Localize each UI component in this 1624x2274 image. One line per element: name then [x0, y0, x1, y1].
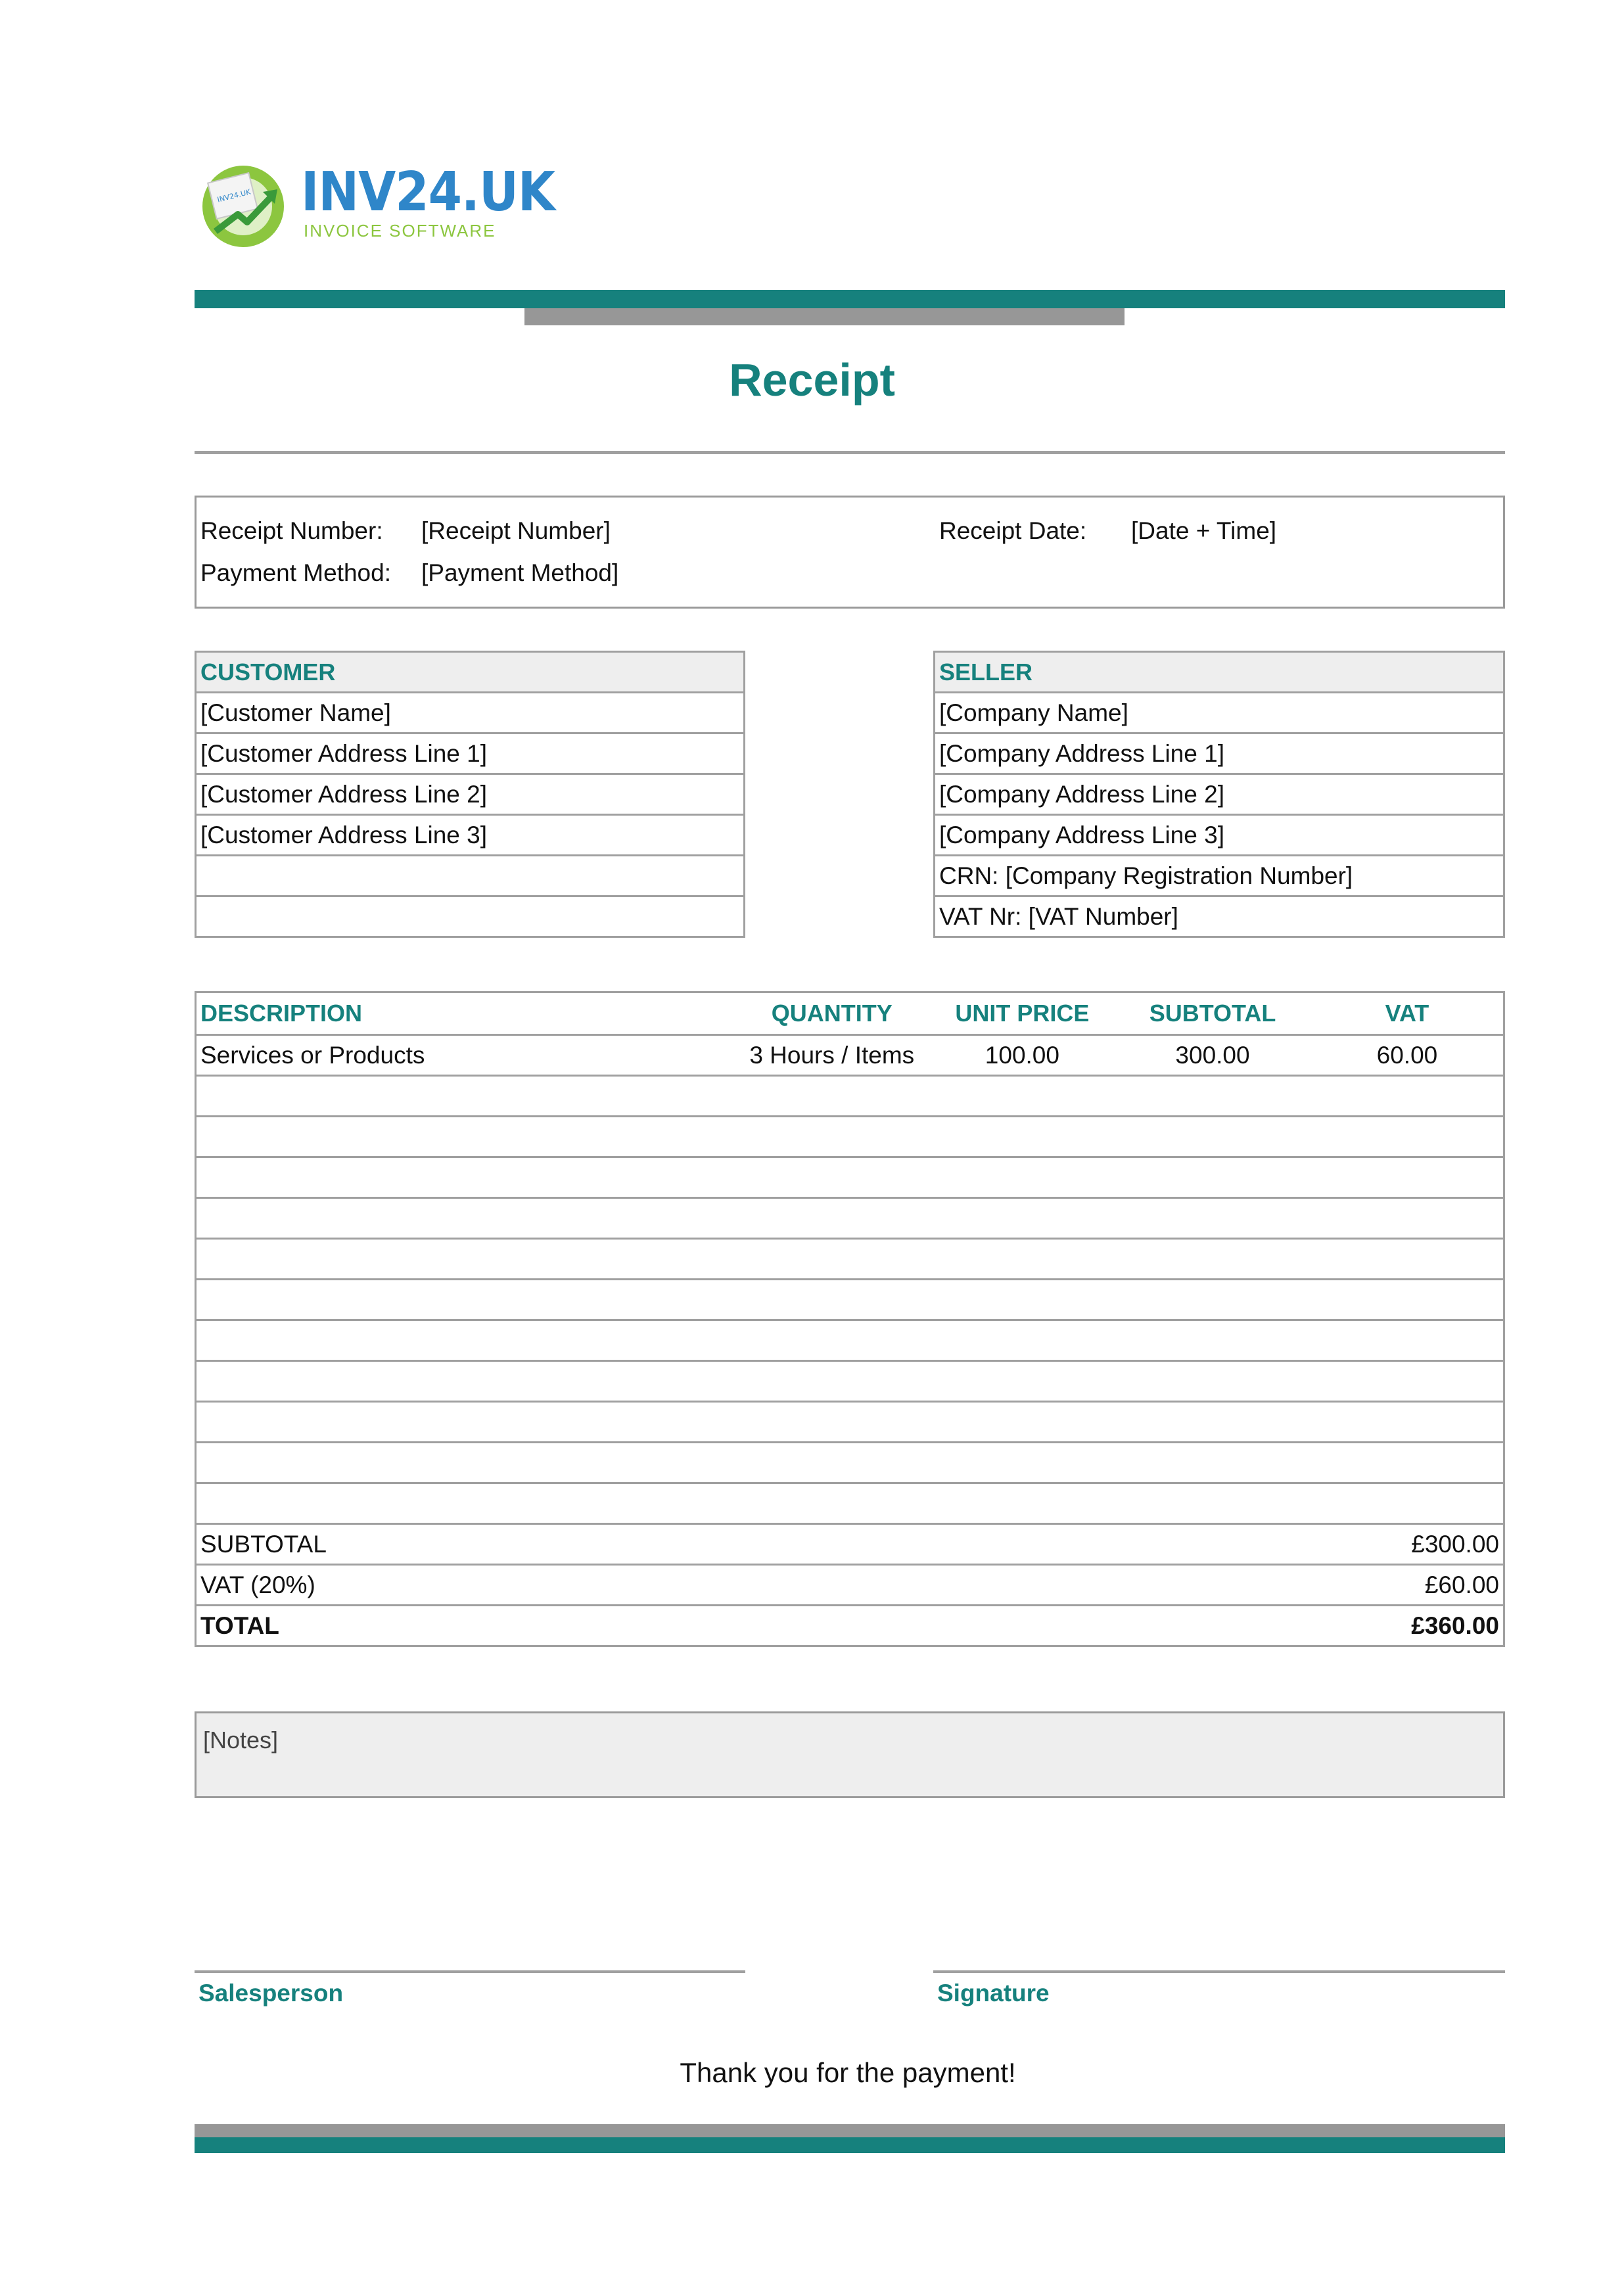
subtotal-label: SUBTOTAL [196, 1524, 1311, 1565]
total-label: TOTAL [196, 1606, 1311, 1646]
logo-tagline: INVOICE SOFTWARE [304, 221, 496, 241]
table-row-empty [196, 1198, 1504, 1239]
table-row-empty [196, 1483, 1504, 1524]
salesperson-label: Salesperson [198, 1980, 344, 2007]
customer-line: [Customer Address Line 1] [196, 733, 745, 774]
customer-line [196, 856, 745, 896]
table-row-empty [196, 1157, 1504, 1198]
seller-line: VAT Nr: [VAT Number] [935, 896, 1504, 937]
receipt-number-value: [Receipt Number] [421, 517, 611, 544]
footer-teal-bar [195, 2137, 1505, 2153]
receipt-date-value: [Date + Time] [1131, 517, 1277, 544]
table-row-empty [196, 1076, 1504, 1117]
customer-table [195, 651, 745, 938]
seller-line: [Company Address Line 2] [935, 774, 1504, 815]
header-teal-bar [195, 290, 1505, 308]
customer-line [196, 896, 745, 937]
footer-grey-bar [195, 2124, 1505, 2137]
notes-box [195, 1711, 1505, 1798]
customer-line: [Customer Name] [196, 693, 745, 733]
vat-value: £60.00 [1311, 1565, 1504, 1606]
col-subtotal: SUBTOTAL [1114, 992, 1311, 1035]
items-table [195, 991, 1505, 1647]
payment-method-label: Payment Method: [200, 559, 391, 586]
seller-line: [Company Address Line 3] [935, 815, 1504, 856]
table-row [196, 1035, 1504, 1076]
col-description: DESCRIPTION [196, 992, 733, 1035]
receipt-info-box [195, 496, 1505, 609]
customer-line: [Customer Address Line 3] [196, 815, 745, 856]
logo-name: INV24.UK [301, 161, 555, 223]
subtotal-row [196, 1524, 1504, 1565]
table-row-empty [196, 1443, 1504, 1483]
payment-method-value: [Payment Method] [421, 559, 619, 586]
seller-table [933, 651, 1505, 938]
col-vat: VAT [1311, 992, 1504, 1035]
col-quantity: QUANTITY [733, 992, 931, 1035]
title-divider [195, 451, 1505, 454]
subtotal-value: £300.00 [1311, 1524, 1504, 1565]
signature-label: Signature [937, 1980, 1050, 2007]
seller-line: [Company Name] [935, 693, 1504, 733]
table-row-empty [196, 1117, 1504, 1157]
header-grey-bar [524, 308, 1125, 325]
table-row-empty [196, 1320, 1504, 1361]
thank-you-message: Thank you for the payment! [680, 2057, 1016, 2088]
vat-label: VAT (20%) [196, 1565, 1311, 1606]
salesperson-line [195, 1970, 745, 1973]
seller-line: CRN: [Company Registration Number] [935, 856, 1504, 896]
table-row-empty [196, 1239, 1504, 1280]
total-row [196, 1606, 1504, 1646]
item-subtotal: 300.00 [1114, 1035, 1311, 1076]
customer-line: [Customer Address Line 2] [196, 774, 745, 815]
page-title: Receipt [729, 354, 895, 406]
table-row-empty [196, 1361, 1504, 1402]
signature-line [933, 1970, 1505, 1973]
notes-text: [Notes] [203, 1727, 279, 1753]
vat-row [196, 1565, 1504, 1606]
logo-badge-text: INV24.UK [216, 187, 252, 204]
customer-header: CUSTOMER [196, 652, 745, 693]
logo-icon [197, 158, 289, 250]
total-value: £360.00 [1311, 1606, 1504, 1646]
table-row-empty [196, 1402, 1504, 1443]
receipt-date-label: Receipt Date: [939, 517, 1087, 544]
table-row-empty [196, 1280, 1504, 1320]
item-quantity: 3 Hours / Items [733, 1035, 931, 1076]
item-unit-price: 100.00 [931, 1035, 1115, 1076]
item-description: Services or Products [196, 1035, 733, 1076]
seller-header: SELLER [935, 652, 1504, 693]
receipt-number-label: Receipt Number: [200, 517, 383, 544]
col-unit-price: UNIT PRICE [931, 992, 1115, 1035]
seller-line: [Company Address Line 1] [935, 733, 1504, 774]
item-vat: 60.00 [1311, 1035, 1504, 1076]
